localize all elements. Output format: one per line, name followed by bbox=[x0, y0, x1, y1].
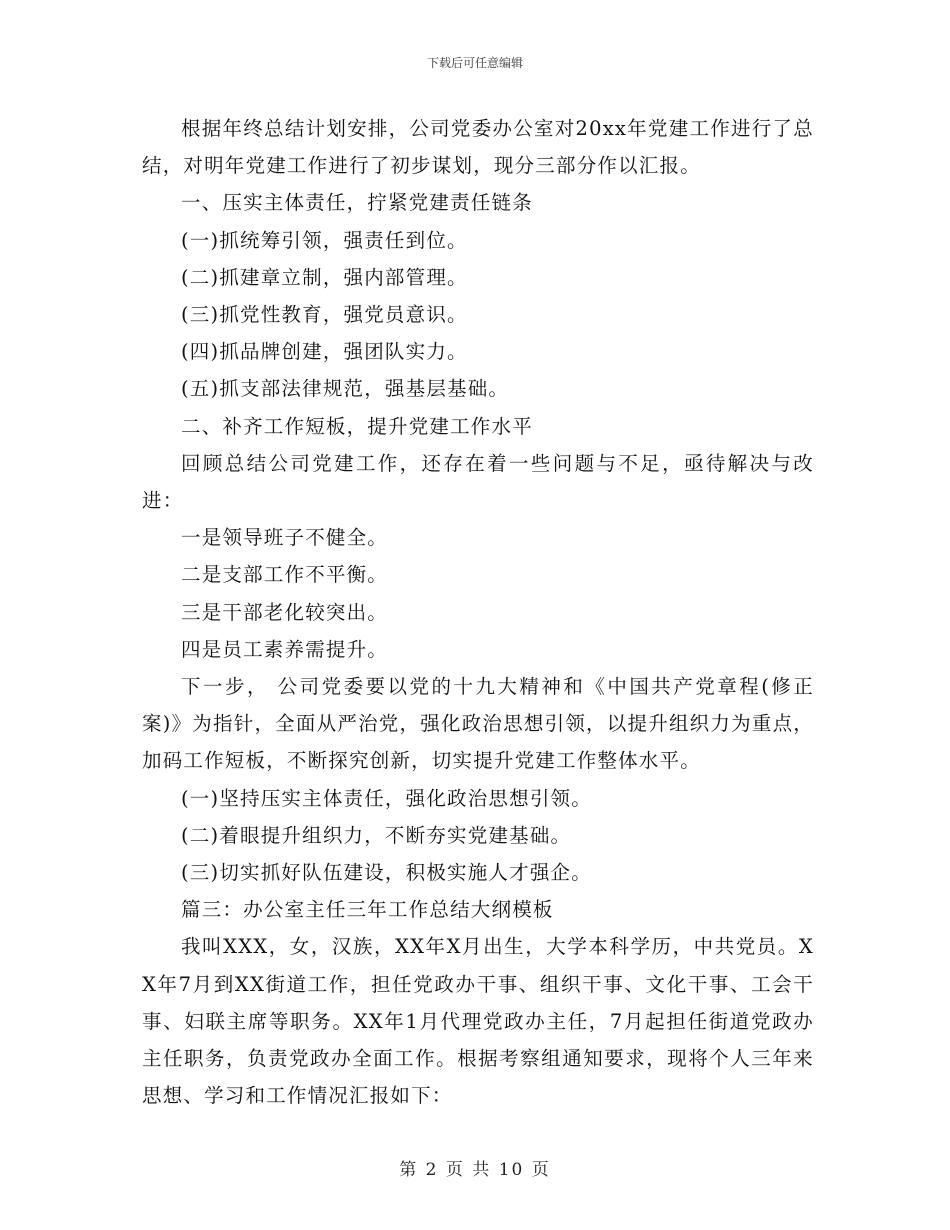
page-number-footer: 第 2 页 共 10 页 bbox=[399, 1160, 551, 1180]
list-item: (四)抓品牌创建，强团队实力。 bbox=[181, 340, 468, 364]
list-item: (二)抓建章立制，强内部管理。 bbox=[181, 265, 468, 289]
list-item: (一)坚持压实主体责任，强化政治思想引领。 bbox=[181, 786, 592, 810]
list-item: (二)着眼提升组织力，不断夯实党建基础。 bbox=[181, 823, 572, 847]
document-body bbox=[142, 110, 814, 1114]
section-heading-2: 二、补齐工作短板，提升党建工作水平 bbox=[181, 414, 533, 438]
review-paragraph: 回顾总结公司党建工作，还存在着一些问题与不足，亟待解决与改进： bbox=[142, 451, 814, 513]
list-item: (三)切实抓好队伍建设，积极实施人才强企。 bbox=[181, 861, 592, 885]
list-item: (三)抓党性教育，强党员意识。 bbox=[181, 303, 468, 327]
list-item: 三是干部老化较突出。 bbox=[181, 600, 389, 624]
list-item: (五)抓支部法律规范，强基层基础。 bbox=[181, 377, 510, 401]
section-heading-1: 一、压实主体责任，拧紧党建责任链条 bbox=[181, 191, 533, 215]
list-item: 一是领导班子不健全。 bbox=[181, 526, 389, 550]
self-intro-paragraph: 我叫XXX，女，汉族，XX年X月出生，大学本科学历，中共党员。XX年7月到XX街道工作，担任党政办干事、组织干事、文化干事、工会干事、妇联主席等职务。XX年1月代理党政办主任，7月起担任街道党政办主任职务，负责党政办全面工作。根据考察组通知要求，现将个人三年来思想、学习和工作情况汇报如下： bbox=[142, 935, 814, 1108]
list-item: (一)抓统筹引领，强责任到位。 bbox=[181, 228, 468, 252]
next-steps-paragraph: 下一步， 公司党委要以党的十九大精神和《中国共产党章程(修正案)》为指针，全面从严治党，强化政治思想引领，以提升组织力为重点，加码工作短板，不断探究创新，切实提升党建工作整体水平。 bbox=[142, 675, 814, 773]
list-item: 四是员工素养需提升。 bbox=[181, 637, 389, 661]
intro-paragraph: 根据年终总结计划安排，公司党委办公室对20xx年党建工作进行了总结，对明年党建工作进行了初步谋划，现分三部分作以汇报。 bbox=[142, 117, 814, 178]
page-header-note: 下载后可任意编辑 bbox=[426, 56, 523, 70]
chapter-title: 篇三：办公室主任三年工作总结大纲模板 bbox=[181, 898, 554, 922]
list-item: 二是支部工作不平衡。 bbox=[181, 563, 389, 587]
